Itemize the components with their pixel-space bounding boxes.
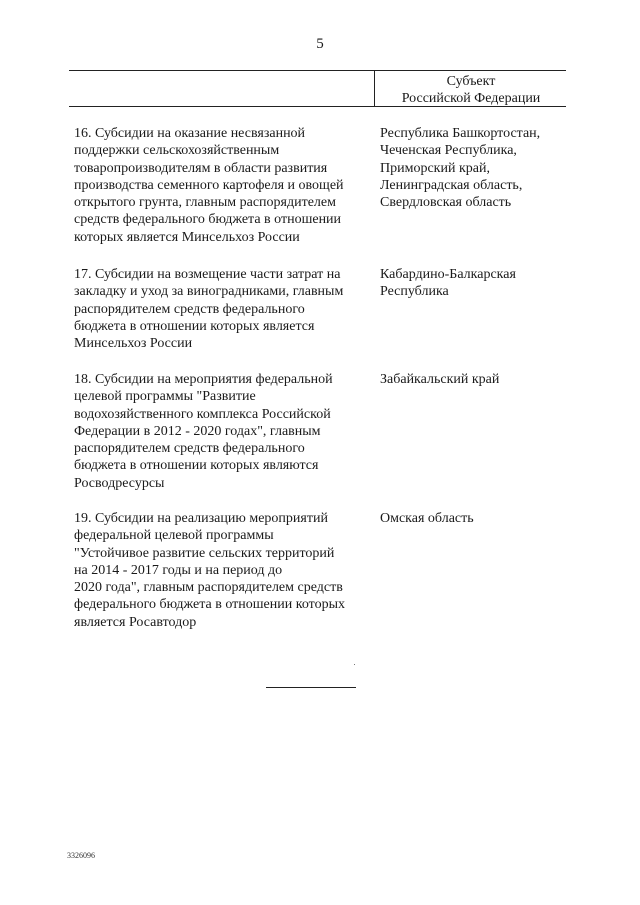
entry-line: 16. Субсидии на оказание несвязанной [74,126,306,141]
subject-line: Республика [380,284,449,300]
entry-line: производства семенного картофеля и овощей [74,177,344,193]
subject-line: Республика Башкортостан, [380,126,541,141]
entry-line: федеральной целевой программы [74,528,274,544]
entry-line: распорядителем средств федерального [74,441,305,457]
subject-line: Свердловская область [380,195,512,211]
page-number: 5 [316,36,324,52]
entry-19-subjects [380,510,570,527]
entry-19-description [74,510,374,631]
entry-18-subjects [380,371,570,388]
entry-17-subjects [380,266,570,301]
entry-line: 18. Субсидии на мероприятия федеральной [74,372,333,387]
subject-column-header [376,73,566,107]
entry-line: Росводресурсы [74,475,165,491]
entry-line: водохозяйственного комплекса Российской [74,406,331,422]
entry-line: средств федерального бюджета в отношении [74,212,342,228]
end-of-document-rule [266,687,356,688]
subject-column-header-line: Российской Федерации [401,91,541,106]
entry-line: "Устойчивое развитие сельских территорий [74,545,335,561]
entry-17-description [74,266,374,352]
entry-18-description [74,371,374,492]
entry-16-subjects [380,125,570,211]
subject-line: Приморский край, [380,160,490,176]
document-code: 3326096 [67,851,95,860]
subject-line: Ленинградская область, [380,177,523,193]
entry-line: закладку и уход за виноградниками, главным [74,284,344,300]
entry-line: Минсельхоз России [74,336,193,352]
entry-line: бюджета в отношении которых являются [74,458,319,474]
entry-line: которых является Минсельхоз России [74,229,300,245]
entry-line: 17. Субсидии на возмещение части затрат на [74,267,341,282]
entry-line: Федерации в 2012 - 2020 годах", главным [74,423,321,439]
subject-column-header-line: Субъект [446,74,496,89]
scan-speck [354,664,355,665]
subject-line: Забайкальский край [380,372,500,387]
subject-line: Чеченская Республика, [380,143,517,159]
entry-line: распорядителем средств федерального [74,301,305,317]
entry-line: бюджета в отношении которых является [74,318,315,334]
entry-line: поддержки сельскохозяйственным [74,143,280,159]
entry-line: федерального бюджета в отношении которых [74,597,345,613]
table-header-top-rule [69,70,566,71]
entry-line: товаропроизводителям в области развития [74,160,328,176]
subject-line: Кабардино-Балкарская [380,267,516,282]
subject-line: Омская область [380,511,474,526]
entry-line: на 2014 - 2017 годы и на период до [74,562,283,578]
table-header-column-divider [374,70,375,107]
entry-16-description [74,125,374,246]
entry-line: 2020 года", главным распорядителем средств [74,580,343,596]
entry-line: 19. Субсидии на реализацию мероприятий [74,511,328,526]
entry-line: открытого грунта, главным распорядителем [74,195,336,211]
entry-line: целевой программы "Развитие [74,389,256,405]
entry-line: является Росавтодор [74,614,197,630]
